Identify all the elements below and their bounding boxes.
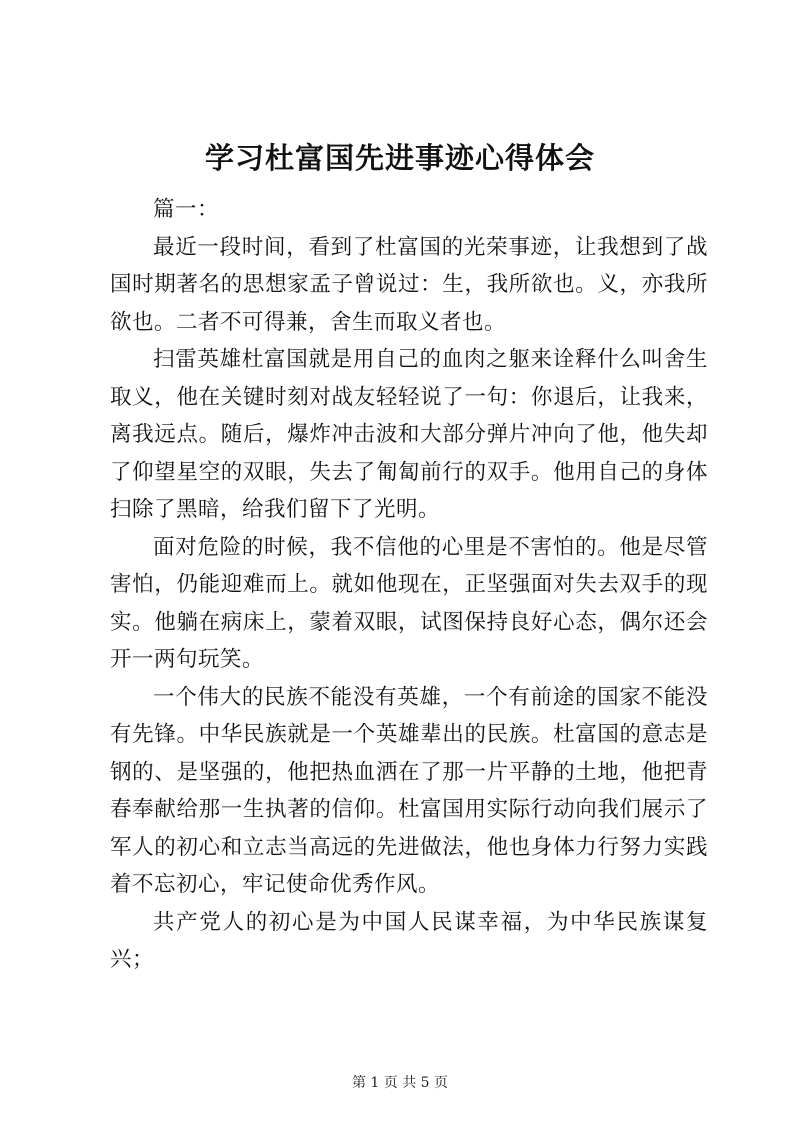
document-title: 学习杜富国先进事迹心得体会 — [204, 141, 595, 175]
page-number-footer: 第 1 页 共 5 页 — [351, 1075, 449, 1091]
paragraph-section-label: 篇一： — [153, 197, 220, 222]
document-body — [110, 191, 708, 979]
paragraph: 一个伟大的民族不能没有英雄，一个有前途的国家不能没有先锋。中华民族就是一个英雄辈出的民族。杜富国的意志是钢的、是坚强的，他把热血洒在了那一片平静的土地，他把青春奉献给那一生执著的信仰。杜富国用实际行动向我们展示了军人的初心和立志当高远的先进做法，他也身体力行努力实践着不忘初心，牢记使命优秀作风。 — [110, 684, 708, 897]
paragraph: 共产党人的初心是为中国人民谋幸福，为中华民族谋复兴； — [110, 909, 708, 972]
paragraph: 扫雷英雄杜富国就是用自己的血肉之躯来诠释什么叫舍生取义，他在关键时刻对战友轻轻说了一句：你退后，让我来，离我远点。随后，爆炸冲击波和大部分弹片冲向了他，他失却了仰望星空的双眼，失去了匍匐前行的双手。他用自己的身体扫除了黑暗，给我们留下了光明。 — [110, 347, 708, 522]
paragraph: 面对危险的时候，我不信他的心里是不害怕的。他是尽管害怕，仍能迎难而上。就如他现在，正坚强面对失去双手的现实。他躺在病床上，蒙着双眼，试图保持良好心态，偶尔还会开一两句玩笑。 — [110, 534, 708, 672]
paragraph: 最近一段时间，看到了杜富国的光荣事迹，让我想到了战国时期著名的思想家孟子曾说过：生，我所欲也。义，亦我所欲也。二者不可得兼，舍生而取义者也。 — [110, 234, 708, 335]
